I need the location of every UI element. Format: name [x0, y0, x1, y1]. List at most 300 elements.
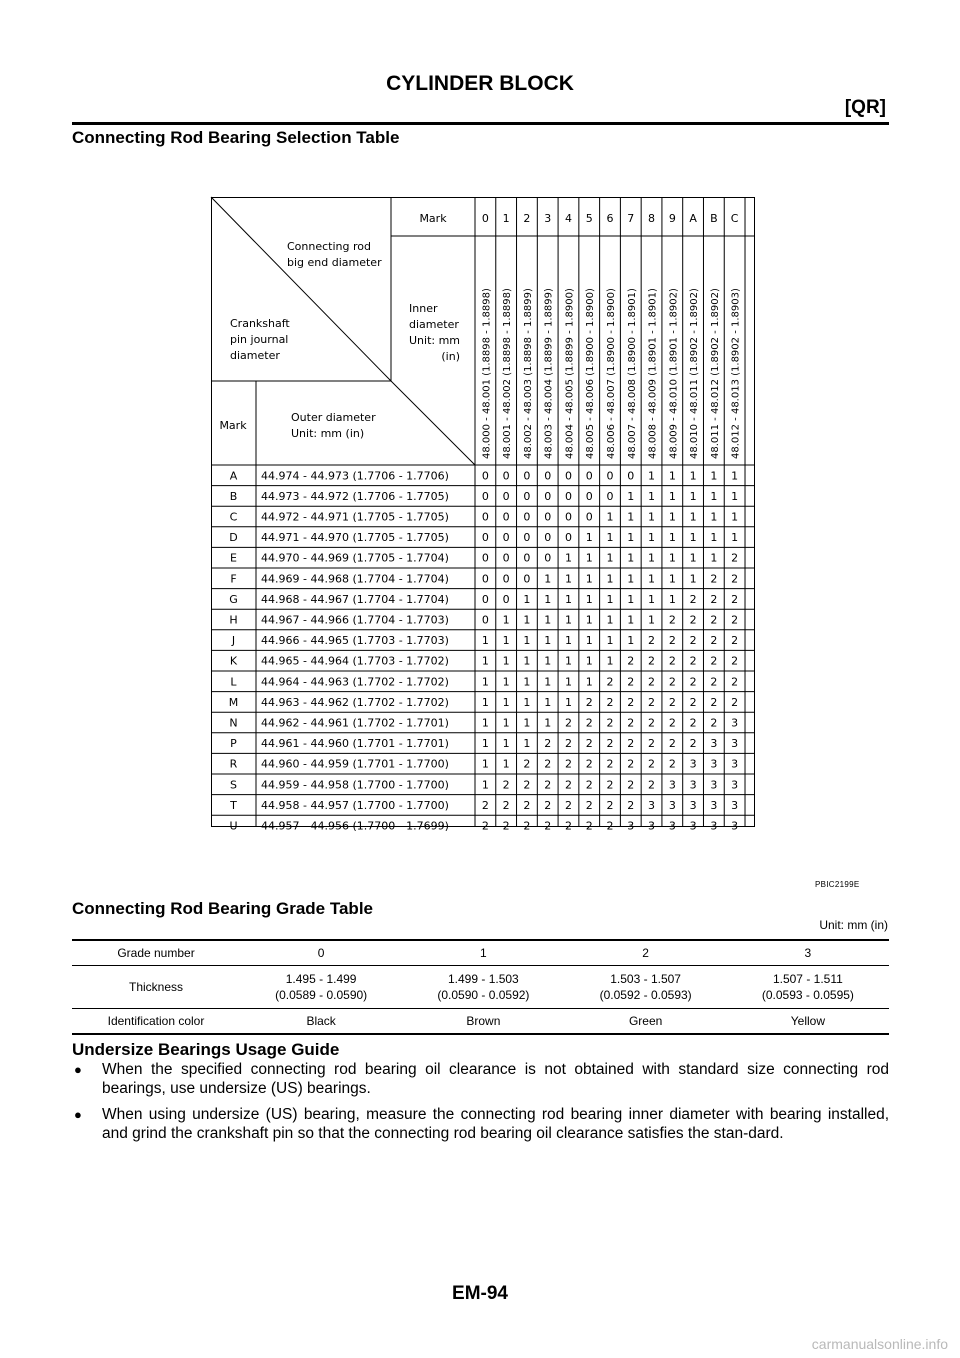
- grade-value: 0: [523, 531, 531, 545]
- grade-value: 1: [502, 613, 510, 627]
- grade-value: 0: [523, 469, 531, 483]
- grade-value: 1: [481, 716, 489, 730]
- grade-value: 2: [585, 778, 593, 792]
- grade-value: 1: [668, 551, 676, 565]
- grade-value: 2: [710, 634, 718, 648]
- thickness-row: [72, 966, 889, 1009]
- row-mark-label: Mark: [219, 419, 247, 432]
- crank-label: diameter: [230, 349, 280, 362]
- color-row: [72, 1009, 889, 1035]
- grade-value: 2: [523, 819, 531, 833]
- grade-value: 2: [606, 798, 614, 812]
- column-mark: 0: [481, 212, 489, 225]
- grade-value: 0: [627, 469, 635, 483]
- grade-value: 0: [481, 572, 489, 586]
- grade-value: 2: [585, 695, 593, 709]
- grade-value: 2: [481, 819, 489, 833]
- grade-value: 2: [627, 654, 635, 668]
- grade-table: [72, 939, 889, 1035]
- grade-value: 2: [710, 592, 718, 606]
- row-mark: H: [229, 613, 238, 627]
- grade-value: 2: [502, 798, 510, 812]
- grade-value: 2: [648, 695, 656, 709]
- grade-value: 1: [481, 778, 489, 792]
- grade-value: 1: [544, 613, 552, 627]
- grade-value: 1: [544, 634, 552, 648]
- column-range: 48.002 - 48.003 (1.8898 - 1.8899): [522, 288, 534, 459]
- grade-value: 3: [689, 798, 697, 812]
- grade-value: 2: [544, 737, 552, 751]
- grade-value: 0: [523, 489, 531, 503]
- column-mark: 7: [627, 212, 635, 225]
- grade-value: 1: [564, 695, 572, 709]
- crank-label: Crankshaft: [230, 317, 290, 330]
- grade-value: 1: [544, 654, 552, 668]
- grade-value: 1: [710, 489, 718, 503]
- grade-value: 2: [627, 695, 635, 709]
- grade-value: 0: [544, 531, 552, 545]
- column-mark: 5: [585, 212, 593, 225]
- grade-value: 0: [585, 489, 593, 503]
- grade-value: 1: [523, 737, 531, 751]
- crank-label: pin journal: [230, 333, 289, 346]
- row-mark: J: [231, 634, 236, 648]
- grade-value: 2: [668, 695, 676, 709]
- grade-value: 0: [502, 510, 510, 524]
- column-range: 48.003 - 48.004 (1.8899 - 1.8899): [543, 288, 555, 459]
- grade-value: 2: [668, 654, 676, 668]
- grade-value: 1: [564, 613, 572, 627]
- grade-value: 2: [585, 716, 593, 730]
- grade-value: 2: [564, 757, 572, 771]
- grade-value: 2: [710, 613, 718, 627]
- color-cell: Yellow: [727, 1009, 889, 1035]
- row-mark: G: [229, 592, 238, 606]
- grade-value: 0: [585, 510, 593, 524]
- column-mark: A: [689, 212, 697, 225]
- row-range: 44.961 - 44.960 (1.7701 - 1.7701): [261, 737, 449, 751]
- grade-value: 1: [523, 675, 531, 689]
- column-mark: 6: [606, 212, 614, 225]
- grade-value: 1: [648, 613, 656, 627]
- grade-value: 0: [544, 469, 552, 483]
- grade-cell: 3: [727, 940, 889, 966]
- grade-value: 3: [648, 819, 656, 833]
- row-range: 44.969 - 44.968 (1.7704 - 1.7704): [261, 572, 449, 586]
- grade-value: 2: [731, 634, 739, 648]
- grade-value: 1: [627, 592, 635, 606]
- column-mark: 9: [668, 212, 676, 225]
- grade-value: 1: [689, 551, 697, 565]
- grade-row: [72, 940, 889, 966]
- row-mark: U: [229, 819, 238, 833]
- grade-value: 1: [689, 510, 697, 524]
- grade-value: 3: [648, 798, 656, 812]
- grade-value: 0: [523, 572, 531, 586]
- grade-value: 1: [689, 531, 697, 545]
- grade-value: 2: [731, 613, 739, 627]
- column-mark: 3: [544, 212, 552, 225]
- grade-value: 2: [668, 613, 676, 627]
- grade-value: 2: [689, 654, 697, 668]
- row-range: 44.959 - 44.958 (1.7700 - 1.7700): [261, 778, 449, 792]
- grade-value: 1: [606, 592, 614, 606]
- grade-value: 1: [544, 675, 552, 689]
- grade-value: 1: [502, 757, 510, 771]
- grade-value: 0: [481, 592, 489, 606]
- grade-value: 2: [606, 757, 614, 771]
- grade-value: 0: [481, 551, 489, 565]
- color-cell: Green: [565, 1009, 727, 1035]
- grade-value: 0: [523, 510, 531, 524]
- grade-value: 1: [544, 572, 552, 586]
- grade-value: 1: [481, 634, 489, 648]
- grade-value: 1: [502, 634, 510, 648]
- grade-value: 1: [502, 737, 510, 751]
- grade-cell: 1: [402, 940, 564, 966]
- grade-value: 3: [731, 819, 739, 833]
- grade-value: 2: [731, 695, 739, 709]
- grade-value: 1: [606, 613, 614, 627]
- thickness-cell: 1.507 - 1.511 (0.0593 - 0.0595): [727, 966, 889, 1009]
- grade-value: 1: [668, 592, 676, 606]
- row-range: 44.960 - 44.959 (1.7701 - 1.7700): [261, 757, 449, 771]
- row-range: 44.966 - 44.965 (1.7703 - 1.7703): [261, 634, 449, 648]
- inner-label: Unit: mm: [409, 334, 461, 347]
- row-mark: B: [229, 489, 238, 503]
- grade-value: 2: [627, 737, 635, 751]
- grade-value: 0: [481, 510, 489, 524]
- grade-value: 2: [544, 778, 552, 792]
- grade-value: 0: [544, 510, 552, 524]
- grade-value: 0: [606, 469, 614, 483]
- row-range: 44.968 - 44.967 (1.7704 - 1.7704): [261, 592, 449, 606]
- grade-value: 2: [606, 695, 614, 709]
- grade-value: 1: [648, 551, 656, 565]
- grade-value: 1: [564, 572, 572, 586]
- row-mark: M: [228, 695, 239, 709]
- row-range: 44.965 - 44.964 (1.7703 - 1.7702): [261, 654, 449, 668]
- grade-value: 3: [689, 778, 697, 792]
- thickness-label: Thickness: [72, 966, 240, 1009]
- column-range: 48.009 - 48.010 (1.8901 - 1.8902): [668, 288, 680, 459]
- row-range: 44.970 - 44.969 (1.7705 - 1.7704): [261, 551, 449, 565]
- grade-value: 2: [648, 757, 656, 771]
- grade-value: 1: [502, 654, 510, 668]
- header-mark-label: Mark: [419, 212, 447, 225]
- grade-value: 3: [627, 819, 635, 833]
- grade-value: 1: [502, 716, 510, 730]
- grade-value: 3: [731, 757, 739, 771]
- grade-value: 1: [648, 531, 656, 545]
- grade-value: 1: [502, 675, 510, 689]
- grade-value: 3: [710, 737, 718, 751]
- row-range: 44.964 - 44.963 (1.7702 - 1.7702): [261, 675, 449, 689]
- grade-value: 0: [502, 531, 510, 545]
- grade-value: 0: [502, 592, 510, 606]
- grade-value: 1: [627, 551, 635, 565]
- grade-value: 0: [606, 489, 614, 503]
- color-label: Identification color: [72, 1009, 240, 1035]
- grade-value: 2: [585, 737, 593, 751]
- grade-value: 2: [585, 757, 593, 771]
- grade-value: 2: [648, 654, 656, 668]
- grade-value: 3: [668, 778, 676, 792]
- grade-value: 1: [544, 592, 552, 606]
- grade-value: 1: [585, 592, 593, 606]
- grade-value: 3: [689, 819, 697, 833]
- grade-value: 1: [564, 634, 572, 648]
- grade-value: 1: [481, 654, 489, 668]
- inner-label: Inner: [409, 302, 438, 315]
- color-cell: Black: [240, 1009, 402, 1035]
- grade-value: 2: [523, 778, 531, 792]
- column-range: 48.000 - 48.001 (1.8898 - 1.8898): [481, 288, 493, 459]
- grade-value: 2: [668, 716, 676, 730]
- row-mark: N: [229, 716, 238, 730]
- grade-value: 3: [731, 778, 739, 792]
- column-range: 48.005 - 48.006 (1.8900 - 1.8900): [585, 288, 597, 459]
- row-range: 44.973 - 44.972 (1.7706 - 1.7705): [261, 489, 449, 503]
- page-title: CYLINDER BLOCK: [386, 72, 574, 95]
- row-range: 44.971 - 44.970 (1.7705 - 1.7705): [261, 531, 449, 545]
- grade-value: 2: [606, 737, 614, 751]
- row-mark: L: [230, 675, 237, 689]
- grade-value: 2: [689, 675, 697, 689]
- grade-value: 2: [689, 634, 697, 648]
- grade-cell: 2: [565, 940, 727, 966]
- grade-value: 2: [585, 798, 593, 812]
- row-mark: D: [229, 531, 238, 545]
- thickness-cell: 1.503 - 1.507 (0.0592 - 0.0593): [565, 966, 727, 1009]
- grade-value: 0: [502, 572, 510, 586]
- selection-table: [211, 197, 755, 833]
- grade-value: 1: [627, 489, 635, 503]
- grade-value: 0: [481, 531, 489, 545]
- column-mark: 2: [523, 212, 531, 225]
- grade-value: 3: [710, 778, 718, 792]
- column-range: 48.004 - 48.005 (1.8899 - 1.8900): [564, 288, 576, 459]
- column-range: 48.006 - 48.007 (1.8900 - 1.8900): [606, 288, 618, 459]
- grade-value: 1: [648, 592, 656, 606]
- grade-value: 1: [564, 675, 572, 689]
- row-range: 44.967 - 44.966 (1.7704 - 1.7703): [261, 613, 449, 627]
- grade-value: 3: [731, 737, 739, 751]
- column-range: 48.010 - 48.011 (1.8902 - 1.8902): [689, 288, 701, 459]
- column-range: 48.008 - 48.009 (1.8901 - 1.8901): [647, 288, 659, 459]
- grade-value: 2: [544, 819, 552, 833]
- grade-value: 0: [481, 469, 489, 483]
- watermark: carmanualsonline.info: [811, 1336, 948, 1352]
- grade-value: 1: [585, 531, 593, 545]
- grade-value: 2: [648, 634, 656, 648]
- grade-value: 0: [502, 551, 510, 565]
- grade-value: 0: [502, 489, 510, 503]
- grade-value: 2: [648, 737, 656, 751]
- grade-value: 0: [481, 489, 489, 503]
- grade-unit-note: Unit: mm (in): [819, 918, 888, 932]
- grade-value: 2: [502, 778, 510, 792]
- column-mark: 1: [502, 212, 510, 225]
- inner-label: (in): [441, 350, 460, 363]
- color-cell: Brown: [402, 1009, 564, 1035]
- grade-value: 3: [710, 757, 718, 771]
- grade-value: 1: [564, 654, 572, 668]
- grade-value: 2: [689, 716, 697, 730]
- grade-value: 1: [731, 489, 739, 503]
- grade-value: 1: [710, 551, 718, 565]
- grade-value: 2: [627, 675, 635, 689]
- grade-value: 2: [710, 654, 718, 668]
- grade-value: 2: [585, 819, 593, 833]
- grade-value: 1: [627, 572, 635, 586]
- bullet-dot-icon: ●: [74, 1062, 82, 1077]
- column-range: 48.001 - 48.002 (1.8898 - 1.8898): [502, 288, 514, 459]
- grade-value: 1: [648, 489, 656, 503]
- grade-value: 2: [668, 675, 676, 689]
- grade-value: 3: [731, 716, 739, 730]
- grade-value: 3: [710, 798, 718, 812]
- grade-value: 2: [606, 675, 614, 689]
- grade-value: 0: [544, 551, 552, 565]
- grade-value: 1: [668, 510, 676, 524]
- row-range: 44.962 - 44.961 (1.7702 - 1.7701): [261, 716, 449, 730]
- grade-value: 2: [689, 613, 697, 627]
- grade-value: 1: [481, 675, 489, 689]
- grade-value: 1: [523, 654, 531, 668]
- grade-value: 0: [564, 510, 572, 524]
- grade-value: 1: [585, 572, 593, 586]
- grade-value: 0: [585, 469, 593, 483]
- row-mark: S: [230, 778, 237, 792]
- grade-value: 1: [627, 531, 635, 545]
- row-range: 44.958 - 44.957 (1.7700 - 1.7700): [261, 798, 449, 812]
- grade-value: 1: [564, 592, 572, 606]
- column-mark: 4: [564, 212, 572, 225]
- grade-value: 2: [564, 819, 572, 833]
- grade-value: 1: [710, 531, 718, 545]
- figure-id: PBIC2199E: [815, 880, 860, 889]
- grade-value: 2: [710, 675, 718, 689]
- grade-value: 2: [502, 819, 510, 833]
- grade-value: 1: [606, 634, 614, 648]
- column-mark: B: [710, 212, 718, 225]
- grade-value: 0: [502, 469, 510, 483]
- grade-value: 1: [585, 613, 593, 627]
- bullet-item: [72, 1060, 889, 1098]
- grade-value: 1: [648, 572, 656, 586]
- row-mark: A: [229, 469, 238, 483]
- grade-value: 1: [523, 716, 531, 730]
- grade-value: 2: [544, 757, 552, 771]
- grade-value: 3: [731, 798, 739, 812]
- thickness-cell: 1.495 - 1.499 (0.0589 - 0.0590): [240, 966, 402, 1009]
- grade-value: 1: [606, 551, 614, 565]
- grade-value: 2: [648, 716, 656, 730]
- row-mark: C: [229, 510, 238, 524]
- grade-value: 2: [731, 551, 739, 565]
- bullet-item: [72, 1105, 889, 1143]
- grade-value: 2: [564, 737, 572, 751]
- grade-value: 1: [523, 613, 531, 627]
- grade-value: 1: [689, 469, 697, 483]
- grade-value: 2: [731, 592, 739, 606]
- grade-value: 2: [668, 757, 676, 771]
- column-range: 48.012 - 48.013 (1.8902 - 1.8903): [730, 288, 742, 459]
- rod-label: Connecting rod: [287, 240, 371, 253]
- header-rule: [72, 122, 889, 125]
- grade-value: 0: [564, 469, 572, 483]
- grade-value: 1: [731, 510, 739, 524]
- row-mark: T: [230, 798, 237, 812]
- grade-value: 1: [710, 469, 718, 483]
- grade-value: 2: [689, 737, 697, 751]
- grade-value: 2: [606, 778, 614, 792]
- grade-value: 1: [606, 531, 614, 545]
- grade-value: 2: [564, 778, 572, 792]
- row-mark: R: [229, 757, 238, 771]
- grade-value: 0: [523, 551, 531, 565]
- grade-value: 2: [627, 757, 635, 771]
- grade-value: 2: [668, 634, 676, 648]
- grade-value: 1: [710, 510, 718, 524]
- grade-value: 3: [668, 819, 676, 833]
- grade-value: 2: [523, 798, 531, 812]
- grade-value: 2: [689, 695, 697, 709]
- grade-value: 1: [668, 531, 676, 545]
- outer-label: Unit: mm (in): [291, 427, 365, 440]
- column-range: 48.011 - 48.012 (1.8902 - 1.8902): [709, 288, 721, 459]
- grade-value: 1: [648, 510, 656, 524]
- bullet-dot-icon: ●: [74, 1107, 82, 1122]
- grade-value: 2: [648, 778, 656, 792]
- grade-value: 1: [627, 634, 635, 648]
- grade-value: 2: [481, 798, 489, 812]
- grade-value: 3: [689, 757, 697, 771]
- grade-value: 1: [481, 737, 489, 751]
- grade-value: 1: [606, 654, 614, 668]
- grade-value: 1: [523, 592, 531, 606]
- grade-value: 2: [627, 716, 635, 730]
- grade-value: 2: [627, 778, 635, 792]
- corner-diagonal: [391, 381, 475, 465]
- column-mark: 8: [648, 212, 656, 225]
- row-range: 44.963 - 44.962 (1.7702 - 1.7702): [261, 695, 449, 709]
- grade-value: 0: [544, 489, 552, 503]
- grade-value: 2: [627, 798, 635, 812]
- row-mark: K: [229, 654, 238, 668]
- section-code: [QR]: [844, 97, 886, 118]
- grade-value: 1: [544, 716, 552, 730]
- bullet-text: When the specified connecting rod bearing oil clearance is not obtained with standard size connecting rod bearings, use undersize (US) bearings.: [102, 1061, 889, 1097]
- grade-value: 1: [564, 551, 572, 565]
- grade-value: 1: [731, 531, 739, 545]
- grade-value: 2: [523, 757, 531, 771]
- grade-value: 1: [668, 469, 676, 483]
- undersize-heading: Undersize Bearings Usage Guide: [72, 1040, 340, 1059]
- grade-value: 2: [668, 737, 676, 751]
- grade-value: 1: [648, 469, 656, 483]
- grade-value: 2: [564, 798, 572, 812]
- grade-value: 2: [710, 695, 718, 709]
- grade-value: 1: [668, 572, 676, 586]
- grade-cell: 0: [240, 940, 402, 966]
- grade-value: 1: [668, 489, 676, 503]
- row-range: 44.972 - 44.971 (1.7705 - 1.7705): [261, 510, 449, 524]
- grade-table-heading: Connecting Rod Bearing Grade Table: [72, 899, 373, 918]
- grade-value: 2: [648, 675, 656, 689]
- thickness-cell: 1.499 - 1.503 (0.0590 - 0.0592): [402, 966, 564, 1009]
